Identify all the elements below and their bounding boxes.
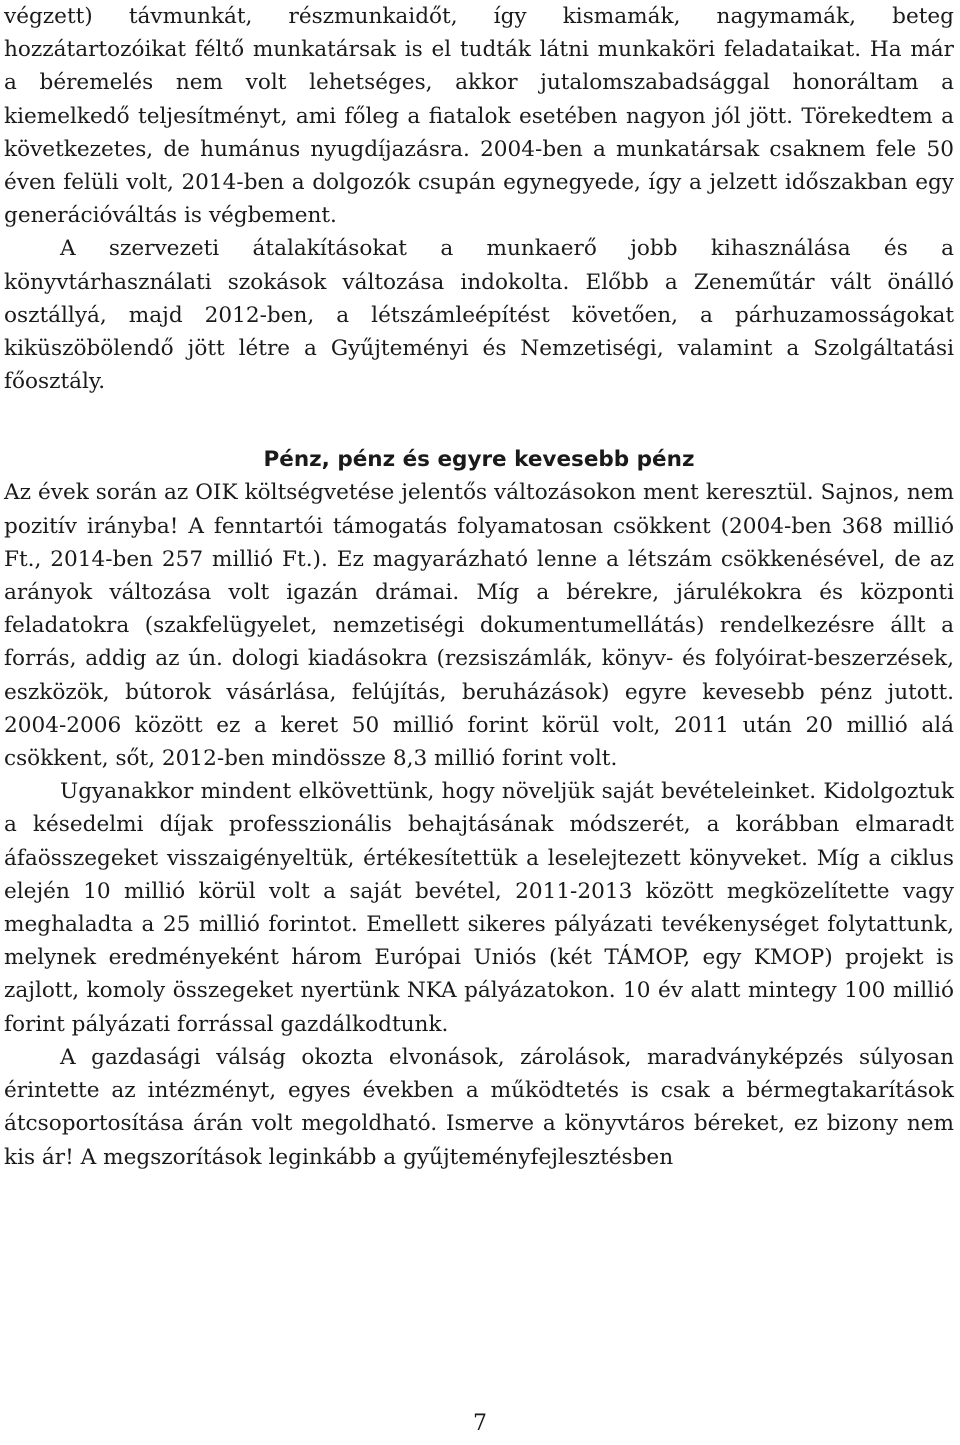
paragraph-2: A szervezeti átalakításokat a munkaerő jobb kihasználása és a könyvtárhasználati szokások változása indokolta. Előbb a Zeneműtár vált önálló osztállyá, majd 2012-ben, a létszámleépítést követően, a párhuzamosságokat kiküszöbölendő jött létre a Gyűjteményi és Nemzetiségi, valamint a Szolgáltatási főosztály. <box>4 236 954 395</box>
document-body <box>4 0 954 1174</box>
section-heading: Pénz, pénz és egyre kevesebb pénz <box>263 447 695 473</box>
paragraph-3: Az évek során az OIK költségvetése jelentős változásokon ment keresztül. Sajnos, nem pozitív irányba! A fenntartói támogatás folyamatosan csökkent (2004-ben 368 millió Ft., 2014-ben 257 millió Ft.). Ez magyarázható lenne a létszám csökkenésével, de az arányok változása volt igazán drámai. Míg a bérekre, járulékokra és központi feladatokra (szakfelügyelet, nemzetiségi dokumentumellátás) rendelkezésre állt a forrás, addig az ún. dologi kiadásokra (rezsiszámlák, könyv- és folyóirat-beszerzések, eszközök, bútorok vásárlása, felújítás, beruházások) egyre kevesebb pénz jutott. 2004-2006 között ez a keret 50 millió forint körül volt, 2011 után 20 millió alá csökkent, sőt, 2012-ben mindössze 8,3 millió forint volt. <box>4 480 954 772</box>
paragraph-1: végzett) távmunkát, részmunkaidőt, így kismamák, nagymamák, beteg hozzátartozóikat féltő munkatársak is el tudták látni munkaköri feladataikat. Ha már a béremelés nem volt lehetséges, akkor jutalomszabadsággal honoráltam a kiemelkedő teljesítményt, ami főleg a fiatalok esetében nagyon jól jött. Törekedtem a következetes, de humánus nyugdíjazásra. 2004-ben a munkatársak csaknem fele 50 éven felüli volt, 2014-ben a dolgozók csupán egynegyede, így a jelzett időszakban egy generációváltás is végbement. <box>4 4 954 229</box>
page-number: 7 <box>473 1411 487 1436</box>
paragraph-5: A gazdasági válság okozta elvonások, zárolások, maradványképzés súlyosan érintette az intézményt, egyes években a működtetés is csak a bérmegtakarítások átcsoportosítása árán volt megoldható. Ismerve a könyvtáros béreket, ez bizony nem kis ár! A megszorítások leginkább a gyűjteményfejlesztésben <box>4 1044 954 1170</box>
paragraph-4: Ugyanakkor mindent elkövettünk, hogy növeljük saját bevételeinket. Kidolgoztuk a késedelmi díjak professzionális behajtásának módszerét, a korábban elmaradt áfaösszegeket visszaigényeltük, értékesítettük a leselejtezett könyveket. Míg a ciklus elején 10 millió körül volt a saját bevétel, 2011-2013 között megközelítette vagy meghaladta a 25 millió forintot. Emellett sikeres pályázati tevékenységet folytattunk, melynek eredményeként három Európai Uniós (két TÁMOP, egy KMOP) projekt is zajlott, komoly összegeket nyertünk NKA pályázatokon. 10 év alatt mintegy 100 millió forint pályázati forrással gazdálkodtunk. <box>4 779 954 1037</box>
